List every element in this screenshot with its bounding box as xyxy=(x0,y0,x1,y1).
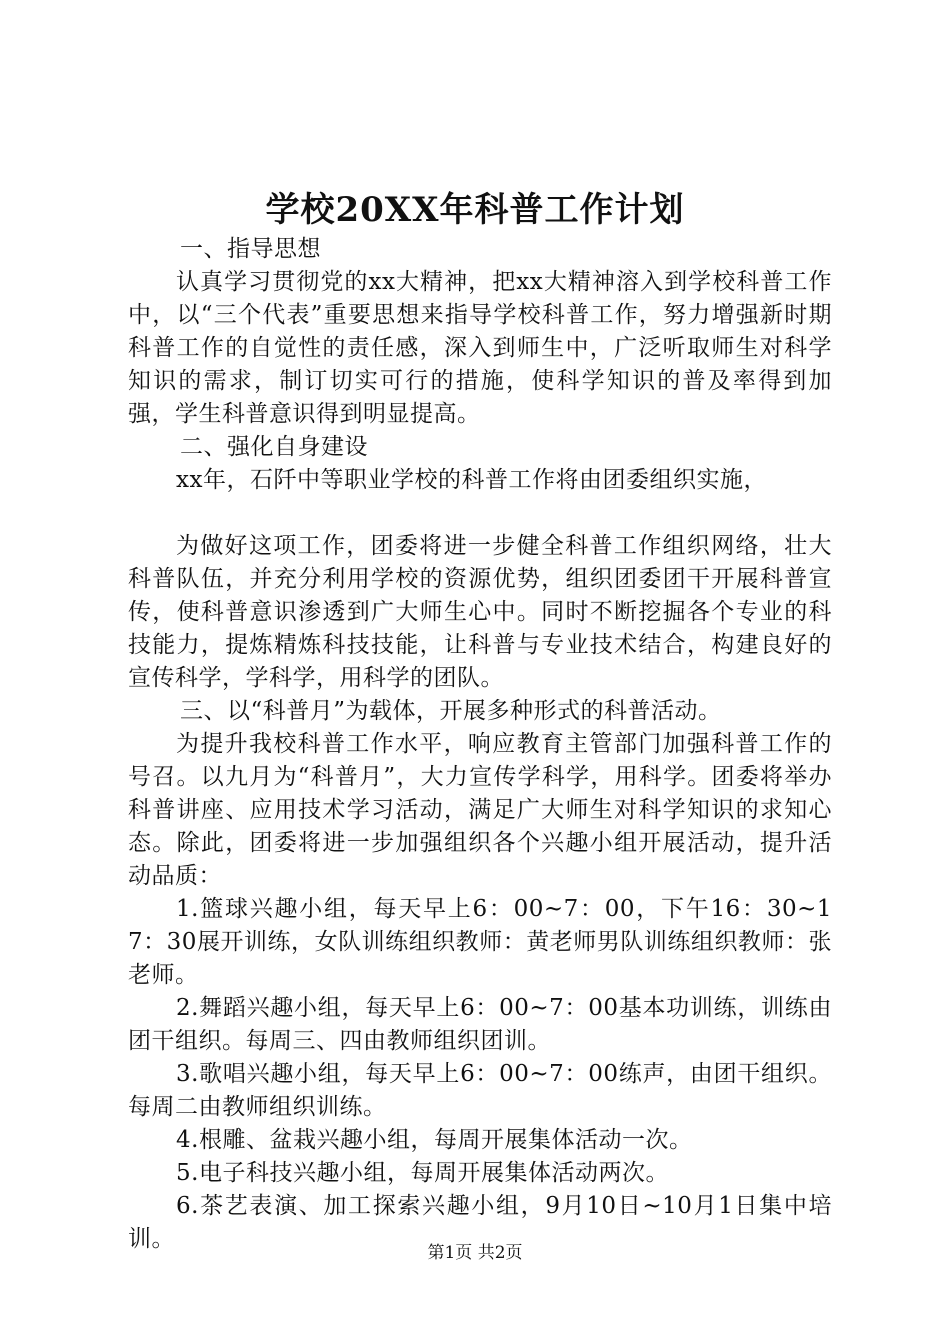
list-item-singing: 3.歌唱兴趣小组，每天早上6：00~7：00练声，由团干组织。每周二由教师组织训练。 xyxy=(128,1061,832,1120)
list-item-root-carving: 4.根雕、盆栽兴趣小组，每周开展集体活动一次。 xyxy=(176,1127,693,1153)
list-item-dance: 2.舞蹈兴趣小组，每天早上6：00~7：00基本功训练，训练由团干组织。每周三、四由教师组织团训。 xyxy=(128,995,832,1054)
paragraph-implementation: xx年，石阡中等职业学校的科普工作将由团委组织实施， xyxy=(176,467,767,493)
page-number: 第1页 共2页 xyxy=(427,1243,523,1263)
section-heading-guiding-ideology: 一、指导思想 xyxy=(180,236,321,262)
list-item-electronics: 5.电子科技兴趣小组，每周开展集体活动两次。 xyxy=(176,1160,669,1186)
document-title: 学校20XX年科普工作计划 xyxy=(265,190,685,230)
document-body xyxy=(128,233,832,1256)
section-heading-self-building: 二、强化自身建设 xyxy=(180,434,368,460)
paragraph-self-building: 为做好这项工作，团委将进一步健全科普工作组织网络，壮大科普队伍，并充分利用学校的资源优势，组织团委团干开展科普宣传，使科普意识渗透到广大师生心中。同时不断挖掘各个专业的科技能力，提炼精炼科技技能，让科普与专业技术结合，构建良好的宣传科学，学科学，用科学的团队。 xyxy=(128,533,832,691)
section-heading-science-month: 三、以“科普月”为载体，开展多种形式的科普活动。 xyxy=(180,698,722,724)
list-item-tea-art: 6.茶艺表演、加工探索兴趣小组，9月10日~10月1日集中培训。 xyxy=(128,1193,832,1252)
list-item-basketball: 1.篮球兴趣小组，每天早上6：00~7：00，下午16：30~17：30展开训练，女队训练组织教师：黄老师男队训练组织教师：张老师。 xyxy=(128,896,832,988)
paragraph-guiding-ideology: 认真学习贯彻党的xx大精神，把xx大精神溶入到学校科普工作中，以“三个代表”重要思想来指导学校科普工作，努力增强新时期科普工作的自觉性的责任感，深入到师生中，广泛听取师生对科学知识的需求，制订切实可行的措施，使科学知识的普及率得到加强，学生科普意识得到明显提高。 xyxy=(128,269,832,427)
paragraph-science-month: 为提升我校科普工作水平，响应教育主管部门加强科普工作的号召。以九月为“科普月”，大力宣传学科学，用科学。团委将举办科普讲座、应用技术学习活动，满足广大师生对科学知识的求知心态。除此，团委将进一步加强组织各个兴趣小组开展活动，提升活动品质： xyxy=(128,731,832,889)
